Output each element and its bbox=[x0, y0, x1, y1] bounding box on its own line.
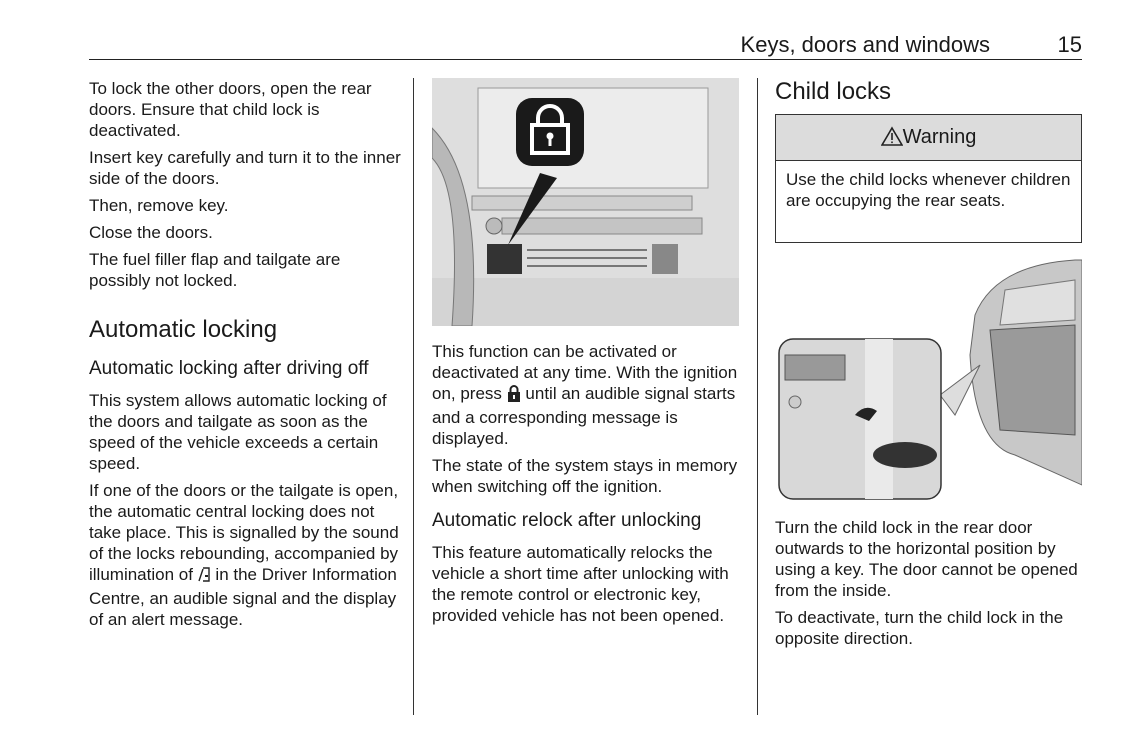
automatic-locking-section bbox=[89, 316, 404, 636]
lock-icon bbox=[507, 385, 521, 407]
column-2 bbox=[432, 341, 747, 632]
header-divider bbox=[89, 59, 1082, 60]
paragraph: The fuel filler flap and tailgate are possibly not locked. bbox=[89, 250, 341, 290]
column-divider bbox=[413, 78, 414, 715]
warning-header bbox=[776, 115, 1081, 161]
paragraph: Close the doors. bbox=[89, 223, 213, 242]
paragraph: To lock the other doors, open the rear doors. Ensure that child lock is deactivated. bbox=[89, 79, 372, 140]
paragraph-text: in the Driver Information Centre, an audible signal and the display of an alert message. bbox=[89, 565, 397, 629]
column-1 bbox=[89, 78, 404, 297]
paragraph: This feature automatically relocks the vehicle a short time after unlocking with the remote control or electronic key, provided vehicle has not been opened. bbox=[432, 543, 729, 625]
warning-box bbox=[775, 114, 1082, 243]
dashboard-lock-button-illustration bbox=[432, 78, 739, 326]
column-3 bbox=[775, 517, 1090, 655]
section-heading: Automatic locking bbox=[89, 316, 278, 343]
chapter-title: Keys, doors and windows bbox=[740, 32, 990, 57]
warning-text: Use the child locks whenever children are occupying the rear seats. bbox=[786, 170, 1071, 210]
paragraph: The state of the system stays in memory when switching off the ignition. bbox=[432, 456, 738, 496]
warning-triangle-icon bbox=[881, 118, 903, 163]
column-divider bbox=[757, 78, 758, 715]
subsection-heading: Automatic locking after driving off bbox=[89, 358, 369, 379]
page-number: 15 bbox=[1057, 32, 1082, 57]
paragraph-text: If one of the doors or the tailgate is open, the automatic central locking does not take place. This is signalled by the sound of the locks rebounding, accompanied by illumination of bbox=[89, 481, 399, 584]
paragraph: To deactivate, turn the child lock in the opposite direction. bbox=[775, 608, 1064, 648]
paragraph: This system allows automatic locking of the doors and tailgate as soon as the speed of the vehicle exceeds a certain speed. bbox=[89, 391, 387, 473]
child-lock-illustration bbox=[775, 255, 1082, 501]
warning-title: Warning bbox=[902, 126, 977, 148]
paragraph: Turn the child lock in the rear door outwards to the horizontal position by using a key. The door cannot be opened from the inside. bbox=[775, 518, 1078, 600]
paragraph: Insert key carefully and turn it to the inner side of the doors. bbox=[89, 148, 401, 188]
subsection-heading: Automatic relock after unlocking bbox=[432, 510, 702, 531]
paragraph: Then, remove key. bbox=[89, 196, 229, 215]
paragraph bbox=[432, 341, 747, 449]
door-open-icon bbox=[198, 566, 211, 588]
paragraph bbox=[89, 480, 404, 630]
section-heading: Child locks bbox=[775, 78, 892, 105]
paragraph-text: until an audible signal starts and a corresponding message is displayed. bbox=[432, 384, 736, 448]
paragraph-text: This function can be activated or deactivated at any time. With the ignition on, press bbox=[432, 342, 738, 403]
